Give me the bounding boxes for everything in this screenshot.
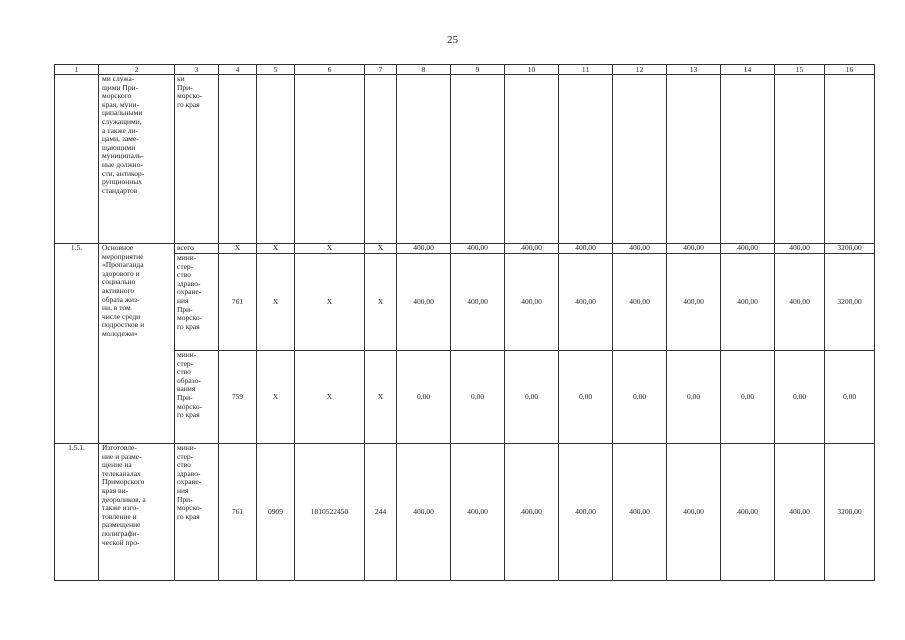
- value-cell: 400,00: [451, 244, 505, 254]
- value-cell: 400,00: [775, 244, 825, 254]
- header-cell: 1: [55, 65, 99, 75]
- page-number: 25: [447, 34, 458, 46]
- header-row: [55, 65, 875, 75]
- value-cell: 400,00: [451, 444, 505, 581]
- empty-cell: [613, 75, 667, 244]
- vr-cell: X: [365, 351, 397, 444]
- empty-cell: [295, 75, 365, 244]
- rzpr-cell: 0909: [257, 444, 295, 581]
- value-cell: 400,00: [775, 254, 825, 351]
- value-cell: 400,00: [559, 444, 613, 581]
- value-cell: 400,00: [505, 244, 559, 254]
- num-cell: [55, 75, 99, 244]
- executor-cell: всего: [175, 244, 219, 254]
- csr-cell: X: [295, 351, 365, 444]
- event-name-cell: ми служа- щими При- морского края, муни- ципальными служащими, а также ли- цами, заме- щающими муниципаль- ные должно- сти, антикор- рупционных стандартов: [99, 75, 175, 244]
- budget-table: [54, 64, 875, 581]
- total-cell: 3200,00: [825, 444, 875, 581]
- table-row-1-5-health: [55, 254, 875, 351]
- table-row-continuation: [55, 75, 875, 244]
- empty-cell: [825, 75, 875, 244]
- total-cell: 0,00: [825, 351, 875, 444]
- value-cell: 400,00: [397, 244, 451, 254]
- vr-cell: 244: [365, 444, 397, 581]
- rzpr-cell: X: [257, 254, 295, 351]
- grbs-cell: 761: [219, 444, 257, 581]
- executor-cell: мини- стер- ство здраво- охране- ния При- морско- го края: [175, 444, 219, 581]
- num-cell: 1.5.: [55, 244, 99, 444]
- value-cell: 400,00: [775, 444, 825, 581]
- value-cell: 400,00: [397, 254, 451, 351]
- header-cell: 7: [365, 65, 397, 75]
- event-name-cell: Изготовле- ние и разме- щение на телеканалах Приморского края ви- деороликов, а также изго- товление и размещение полиграфи- ческой про-: [99, 444, 175, 581]
- value-cell: 400,00: [397, 444, 451, 581]
- value-cell: 400,00: [667, 244, 721, 254]
- value-cell: 0,00: [397, 351, 451, 444]
- empty-cell: [365, 75, 397, 244]
- value-cell: 0,00: [667, 351, 721, 444]
- empty-cell: [257, 75, 295, 244]
- event-name-cell: Основное мероприятие «Пропаганда здорового и социально активного образа жиз- ни, в том числе среди подростков и молодежи»: [99, 244, 175, 444]
- empty-cell: [559, 75, 613, 244]
- value-cell: 400,00: [667, 254, 721, 351]
- value-cell: 0,00: [613, 351, 667, 444]
- header-cell: 9: [451, 65, 505, 75]
- empty-cell: [397, 75, 451, 244]
- empty-cell: [505, 75, 559, 244]
- table-row-1-5-1: [55, 444, 875, 581]
- grbs-cell: 759: [219, 351, 257, 444]
- rzpr-cell: X: [257, 351, 295, 444]
- value-cell: 0,00: [775, 351, 825, 444]
- header-cell: 8: [397, 65, 451, 75]
- value-cell: 400,00: [559, 244, 613, 254]
- total-cell: 3200,00: [825, 254, 875, 351]
- value-cell: 400,00: [721, 444, 775, 581]
- executor-cell: мини- стер- ство здраво- охране- ния При- морско- го края: [175, 254, 219, 351]
- empty-cell: [219, 75, 257, 244]
- header-cell: 2: [99, 65, 175, 75]
- header-cell: 15: [775, 65, 825, 75]
- vr-cell: X: [365, 244, 397, 254]
- value-cell: 0,00: [451, 351, 505, 444]
- header-cell: 5: [257, 65, 295, 75]
- rzpr-cell: X: [257, 244, 295, 254]
- header-cell: 3: [175, 65, 219, 75]
- value-cell: 400,00: [613, 444, 667, 581]
- header-cell: 4: [219, 65, 257, 75]
- value-cell: 0,00: [559, 351, 613, 444]
- value-cell: 400,00: [613, 254, 667, 351]
- value-cell: 400,00: [451, 254, 505, 351]
- executor-cell: ки При- морско- го края: [175, 75, 219, 244]
- value-cell: 400,00: [559, 254, 613, 351]
- value-cell: 400,00: [613, 244, 667, 254]
- header-cell: 13: [667, 65, 721, 75]
- header-cell: 14: [721, 65, 775, 75]
- empty-cell: [775, 75, 825, 244]
- csr-cell: X: [295, 254, 365, 351]
- num-cell: 1.5.1.: [55, 444, 99, 581]
- executor-cell: мини- стер- ство образо- вания При- морско- го края: [175, 351, 219, 444]
- header-cell: 6: [295, 65, 365, 75]
- table-row-1-5-total: [55, 244, 875, 254]
- vr-cell: X: [365, 254, 397, 351]
- header-cell: 12: [613, 65, 667, 75]
- grbs-cell: 761: [219, 254, 257, 351]
- total-cell: 3200,00: [825, 244, 875, 254]
- header-cell: 10: [505, 65, 559, 75]
- empty-cell: [667, 75, 721, 244]
- header-cell: 16: [825, 65, 875, 75]
- value-cell: 400,00: [505, 254, 559, 351]
- value-cell: 400,00: [505, 444, 559, 581]
- csr-cell: X: [295, 244, 365, 254]
- empty-cell: [451, 75, 505, 244]
- value-cell: 400,00: [721, 244, 775, 254]
- value-cell: 400,00: [721, 254, 775, 351]
- header-cell: 11: [559, 65, 613, 75]
- value-cell: 0,00: [505, 351, 559, 444]
- grbs-cell: X: [219, 244, 257, 254]
- value-cell: 400,00: [667, 444, 721, 581]
- value-cell: 0,00: [721, 351, 775, 444]
- csr-cell: 1810522450: [295, 444, 365, 581]
- empty-cell: [721, 75, 775, 244]
- table-row-1-5-education: [55, 351, 875, 444]
